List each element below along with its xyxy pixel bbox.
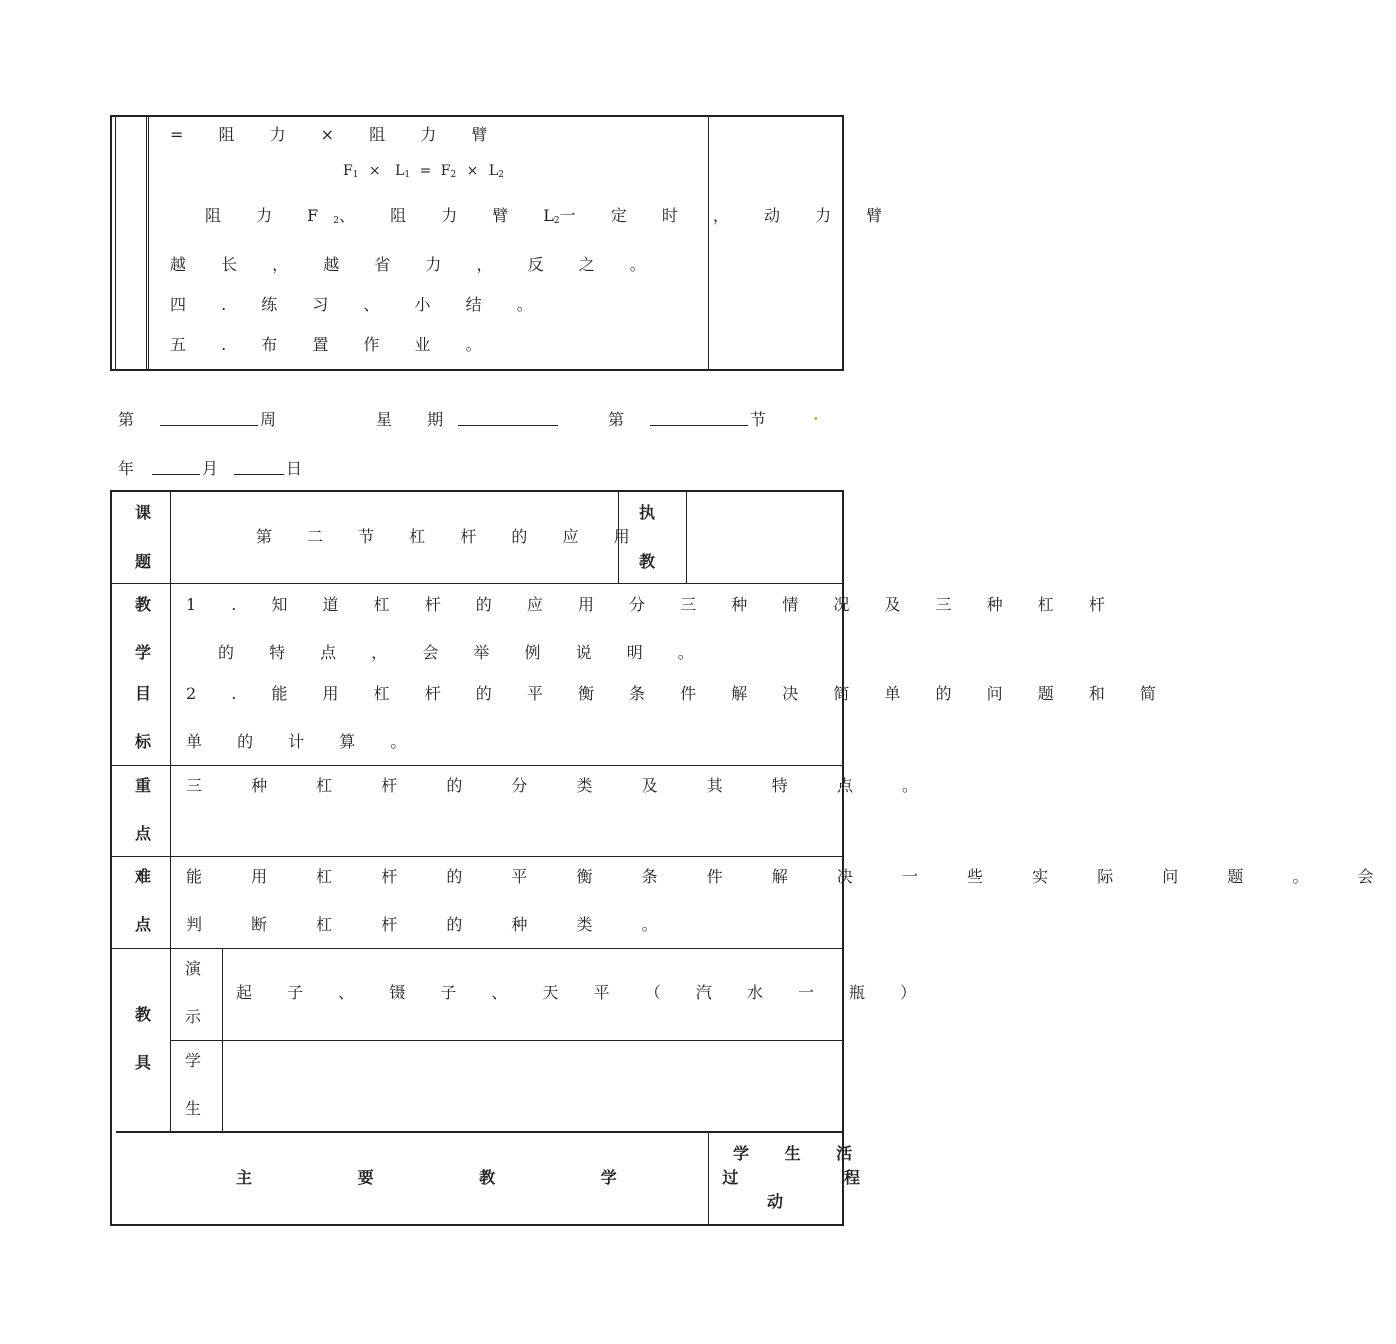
period-prefix: 第 — [608, 410, 625, 429]
step-five: 五 . 布 置 作 业 。 — [170, 335, 497, 354]
goal-1-line-2: 的 特 点 ， 会 举 例 说 明 。 — [218, 643, 709, 662]
title-label-2: 题 — [135, 552, 152, 571]
month-label: 月 — [202, 459, 219, 478]
activity-label-1: 学 生 活 — [733, 1144, 868, 1163]
day-blank[interactable] — [234, 473, 284, 475]
demo-tools: 起 子 、 镊 子 、 天 平 （ 汽 水 一 瓶 ） — [236, 983, 932, 1002]
student-label-2: 生 — [185, 1099, 202, 1118]
demo-label-1: 演 — [185, 959, 202, 978]
mark-dot: . — [813, 405, 819, 424]
difficulty-line-1: 能 用 杠 杆 的 平 衡 条 件 解 决 一 些 实 际 问 题 。 会 — [186, 867, 1396, 886]
month-blank[interactable] — [152, 473, 200, 475]
teacher-label-1: 执 — [639, 503, 656, 522]
process-label: 主 要 教 学 过 程 — [236, 1168, 910, 1187]
goals-label-4: 标 — [135, 732, 152, 751]
lesson-title: 第 二 节 杠 杆 的 应 用 — [256, 527, 645, 546]
goal-2-line-1: 2 . 能 用 杠 杆 的 平 衡 条 件 解 决 简 单 的 问 题 和 简 — [186, 684, 1171, 703]
key-label-2: 点 — [135, 824, 152, 843]
week-blank[interactable] — [160, 424, 258, 426]
tools-label-1: 教 — [135, 1005, 152, 1024]
activity-label-2: 动 — [767, 1192, 784, 1211]
goals-label-2: 学 — [135, 643, 152, 662]
student-tools-value[interactable] — [226, 1044, 840, 1128]
period-blank[interactable] — [650, 424, 748, 426]
period-suffix: 节 — [750, 410, 767, 429]
weekday-blank[interactable] — [458, 424, 558, 426]
formula-line-1: = 阻 力 × 阻 力 臂 — [170, 125, 503, 144]
lever-formula: $F_1 \times L_1 = F_2 \times L_2$ — [343, 163, 504, 180]
difficulty-line-2: 判 断 杠 杆 的 种 类 。 — [186, 915, 680, 934]
year-label: 年 — [118, 459, 135, 478]
demo-label-2: 示 — [185, 1007, 202, 1026]
goal-1-line-1: 1 . 知 道 杠 杆 的 应 用 分 三 种 情 况 及 三 种 杠 杆 — [186, 595, 1120, 614]
condition-line: 阻 力 $F_2$、 阻 力 臂 $L_2$一 定 时 ， 动 力 臂 — [205, 206, 898, 226]
teacher-value[interactable] — [690, 494, 840, 581]
week-suffix: 周 — [260, 410, 277, 429]
tools-label-2: 具 — [135, 1053, 152, 1072]
teacher-label-2: 教 — [639, 552, 656, 571]
key-label-1: 重 — [135, 776, 152, 795]
difficulty-label-1: 难 — [135, 867, 152, 886]
goal-2-line-2: 单 的 计 算 。 — [186, 732, 422, 751]
title-label-1: 课 — [135, 503, 152, 522]
step-four: 四 . 练 习 、 小 结 。 — [170, 295, 548, 314]
goals-label-3: 目 — [135, 684, 152, 703]
key-points: 三 种 杠 杆 的 分 类 及 其 特 点 。 — [186, 776, 940, 795]
goals-label-1: 教 — [135, 595, 152, 614]
student-label-1: 学 — [185, 1051, 202, 1070]
weekday-label: 星 期 — [376, 410, 459, 429]
difficulty-label-2: 点 — [135, 915, 152, 934]
conclusion-line: 越 长 ， 越 省 力 ， 反 之 。 — [170, 255, 661, 274]
day-label: 日 — [286, 459, 303, 478]
week-prefix: 第 — [118, 410, 135, 429]
